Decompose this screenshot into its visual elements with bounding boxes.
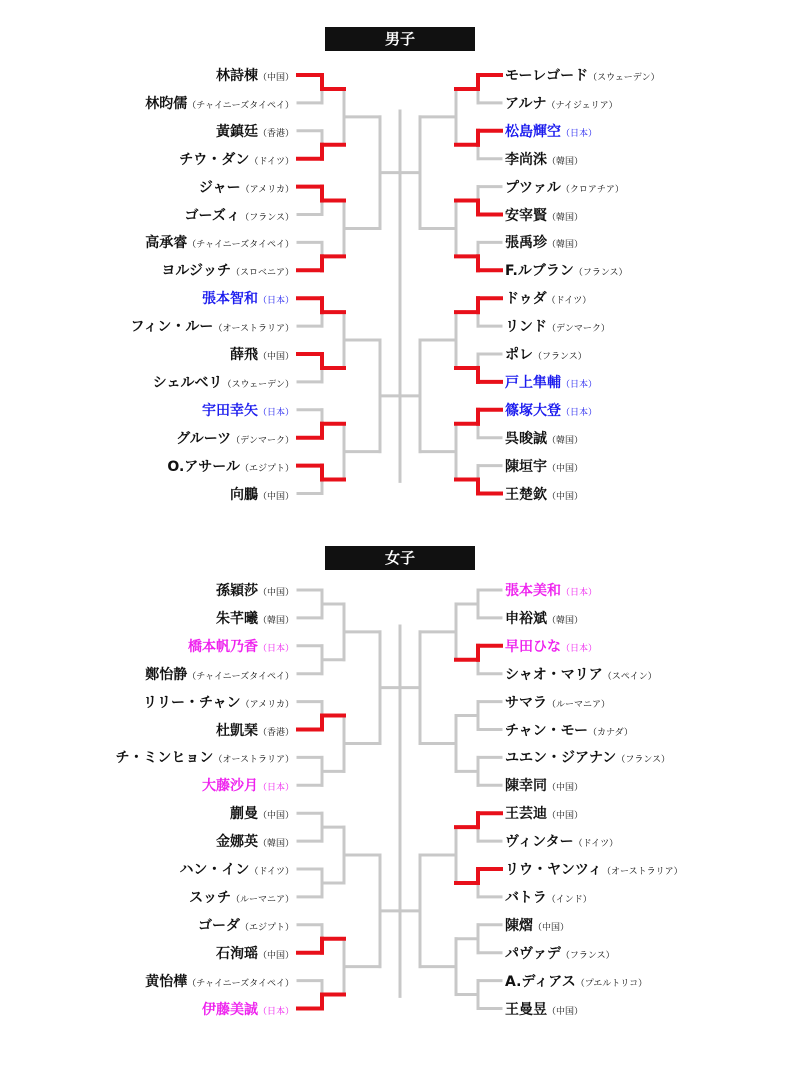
player-name: グルーツ (176, 430, 232, 447)
player-entry (505, 579, 597, 601)
player-entry (188, 635, 294, 657)
player-country: （ナイジェリア） (546, 100, 618, 111)
player-name: 陳垣宇 (505, 458, 547, 475)
player-entry (505, 802, 583, 824)
player-country: （日本） (257, 407, 294, 418)
player-country: （中国） (547, 491, 584, 502)
player-country: （韓国） (547, 156, 584, 167)
player-country: （アメリカ） (240, 184, 294, 195)
player-entry (145, 92, 294, 114)
player-country: （日本） (561, 128, 598, 139)
player-entry (216, 120, 294, 142)
player-name: ポレ (505, 347, 533, 363)
player-entry (216, 719, 294, 741)
player-name: ゴーズィ (184, 207, 241, 224)
player-name: シャオ・マリア (505, 666, 603, 683)
player-entry (167, 455, 294, 477)
player-country: （韓国） (257, 839, 294, 850)
player-entry (505, 371, 597, 393)
player-name: 薛飛 (229, 347, 258, 363)
player-name: チャン・モー (505, 722, 589, 739)
player-entry (143, 691, 294, 713)
player-country: （ルーマニア） (230, 894, 294, 905)
player-name: 松島輝空 (505, 123, 561, 140)
player-entry (505, 858, 683, 880)
player-name: 陳幸同 (505, 778, 547, 795)
player-name: リウ・ヤンツィ (505, 862, 603, 878)
player-name: 石洵瑶 (215, 945, 258, 962)
player-country: （スペイン） (602, 671, 657, 682)
player-country: （中国） (547, 1006, 584, 1017)
player-entry (199, 176, 294, 198)
player-entry (145, 231, 294, 253)
player-entry (202, 399, 294, 421)
player-entry (505, 343, 587, 365)
player-entry (505, 399, 597, 421)
player-country: （スウェーデン） (588, 73, 660, 83)
player-entry (189, 886, 294, 908)
player-country: （チャイニーズタイペイ） (187, 671, 294, 682)
player-country: （中国） (547, 463, 584, 474)
player-country: （日本） (257, 296, 294, 307)
player-name: 林昀儒 (145, 95, 188, 112)
player-entry (202, 774, 294, 796)
player-entry (505, 914, 569, 936)
player-country: （中国） (547, 811, 584, 822)
player-name: 張禹珍 (505, 235, 547, 252)
player-country: （韓国） (547, 435, 584, 446)
player-name: 朱芊曦 (215, 610, 258, 627)
player-country: （スウェーデン） (222, 379, 294, 390)
player-country: （中国） (533, 922, 570, 933)
player-name: プツァル (505, 179, 561, 196)
player-country: （プエルトリコ） (575, 978, 648, 989)
player-name: ゴーダ (197, 917, 240, 934)
player-entry (505, 886, 592, 908)
player-country: （中国） (257, 352, 294, 362)
player-entry (505, 231, 583, 253)
player-country: （スロベニア） (230, 268, 294, 279)
player-name: 王楚欽 (505, 486, 547, 503)
player-entry (230, 483, 294, 505)
player-entry (505, 998, 583, 1020)
player-name: 大藤沙月 (201, 778, 258, 795)
player-entry (505, 176, 624, 198)
player-name: ドゥダ (505, 291, 547, 308)
player-entry (179, 858, 294, 880)
player-entry (216, 64, 294, 86)
player-name: O.アサール (167, 458, 240, 475)
player-entry (505, 774, 583, 796)
player-name: F.ルブラン (505, 263, 574, 280)
player-entry (505, 691, 610, 713)
player-name: 陳熠 (505, 917, 533, 934)
player-entry (505, 455, 583, 477)
player-name: バトラ (505, 889, 547, 906)
player-country: （中国） (257, 811, 294, 822)
player-entry (202, 287, 294, 309)
player-country: （ドイツ） (546, 296, 592, 307)
player-entry (161, 259, 294, 281)
player-name: ハン・イン (179, 862, 250, 878)
player-country: （香港） (257, 128, 294, 139)
player-entry (216, 942, 294, 964)
player-name: 高承睿 (145, 235, 188, 252)
player-name: 早田ひな (505, 638, 561, 655)
player-name: 申裕斌 (505, 610, 547, 627)
player-entry (505, 204, 583, 226)
player-name: A.ディアス (505, 973, 576, 990)
player-entry (145, 663, 294, 685)
player-entry (505, 607, 583, 629)
player-entry (185, 204, 294, 226)
player-name: ジャー (198, 179, 241, 196)
player-name: 戸上隼輔 (505, 374, 561, 391)
player-name: 張本智和 (201, 291, 258, 308)
player-country: （フランス） (533, 352, 587, 362)
player-name: リリー・チャン (143, 694, 241, 711)
player-country: （韓国） (547, 212, 584, 223)
player-country: （エジプト） (239, 463, 294, 474)
player-country: （日本） (561, 643, 598, 654)
player-country: （韓国） (257, 615, 294, 626)
player-country: （フランス） (240, 212, 294, 223)
player-country: （中国） (547, 783, 584, 794)
player-country: （日本） (257, 643, 294, 654)
player-entry (131, 315, 294, 337)
player-entry (202, 998, 294, 1020)
player-entry (176, 427, 294, 449)
player-country: （チャイニーズタイペイ） (187, 100, 294, 111)
player-entry (198, 914, 294, 936)
player-country: （オーストラリア） (213, 324, 294, 335)
player-name: 林詩棟 (215, 68, 258, 84)
player-country: （オーストラリア） (602, 867, 683, 877)
player-country: （チャイニーズタイペイ） (187, 978, 294, 989)
player-entry (505, 970, 647, 992)
player-entry (505, 427, 583, 449)
player-entry (505, 148, 583, 170)
player-entry (505, 259, 628, 281)
player-name: 王曼昱 (505, 1001, 547, 1018)
player-entry (505, 663, 657, 685)
player-country: （中国） (257, 950, 294, 961)
player-country: （中国） (257, 588, 294, 598)
player-country: （日本） (257, 783, 294, 794)
player-entry (505, 746, 670, 768)
player-entry (505, 830, 618, 852)
player-entry (230, 343, 294, 365)
player-country: （韓国） (547, 240, 584, 251)
player-name: スッチ (189, 889, 231, 906)
player-entry (216, 607, 294, 629)
player-country: （フランス） (560, 950, 615, 961)
player-country: （チャイニーズタイペイ） (187, 240, 294, 251)
player-name: 向鵬 (229, 486, 258, 503)
player-entry (179, 148, 294, 170)
player-entry (505, 64, 660, 86)
player-name: ヨルジッチ (161, 263, 231, 280)
player-country: （中国） (257, 491, 294, 502)
player-name: サマラ (505, 694, 547, 711)
player-country: （エジプト） (239, 922, 294, 933)
player-country: （香港） (257, 727, 294, 738)
player-name: 王芸迪 (505, 806, 547, 823)
section-title-women: 女子 (325, 546, 475, 570)
player-country: （ルーマニア） (547, 699, 611, 710)
player-entry (115, 746, 294, 768)
player-entry (153, 371, 294, 393)
player-country: （クロアチア） (560, 184, 624, 195)
player-name: フィン・ルー (130, 319, 214, 336)
player-country: （デンマーク） (231, 435, 294, 446)
player-country: （ドイツ） (249, 156, 294, 167)
player-name: 孫穎莎 (215, 583, 258, 599)
player-country: （日本） (561, 588, 598, 598)
player-country: （インド） (546, 894, 592, 905)
player-name: アルナ (505, 95, 547, 112)
player-name: 李尚洙 (505, 151, 547, 168)
player-name: チウ・ダン (179, 151, 250, 168)
player-entry (505, 92, 618, 114)
player-country: （日本） (561, 407, 598, 418)
player-name: 宇田幸矢 (201, 402, 258, 419)
player-entry (505, 315, 610, 337)
player-name: シェルベリ (152, 374, 223, 391)
player-entry (505, 287, 591, 309)
player-name: チ・ミンヒョン (115, 750, 214, 767)
player-entry (505, 120, 597, 142)
player-name: 黄怡樺 (145, 973, 188, 990)
player-name: 橋本帆乃香 (187, 638, 258, 655)
player-entry (505, 483, 583, 505)
player-name: 安宰賢 (505, 207, 547, 224)
player-name: 張本美和 (505, 583, 561, 599)
player-country: （日本） (561, 379, 598, 390)
player-country: （韓国） (547, 615, 584, 626)
player-name: リンド (505, 319, 547, 336)
player-name: 鄭怡静 (145, 666, 188, 683)
player-name: 金娜英 (215, 834, 258, 851)
player-name: 蒯曼 (229, 806, 258, 823)
player-name: モーレゴード (505, 68, 589, 84)
player-entry (505, 635, 597, 657)
player-entry (505, 942, 615, 964)
player-name: 呉晙誠 (505, 430, 547, 447)
player-entry (216, 579, 294, 601)
player-country: （フランス） (573, 268, 628, 279)
player-name: 伊藤美誠 (201, 1001, 258, 1018)
player-country: （ドイツ） (573, 839, 619, 850)
player-name: 篠塚大登 (505, 402, 561, 419)
player-entry (216, 830, 294, 852)
player-country: （フランス） (616, 755, 671, 766)
player-name: 黃鎮廷 (215, 123, 258, 140)
player-country: （デンマーク） (547, 324, 610, 335)
section-title-men: 男子 (325, 27, 475, 51)
player-name: ヴィンター (505, 834, 574, 851)
player-country: （オーストラリア） (213, 755, 294, 766)
player-entry (145, 970, 294, 992)
player-name: パヴァデ (505, 945, 561, 962)
player-entry (505, 719, 633, 741)
player-country: （中国） (257, 73, 294, 83)
player-name: ユエン・ジアナン (505, 750, 617, 767)
player-entry (230, 802, 294, 824)
player-country: （ドイツ） (249, 867, 294, 877)
player-country: （日本） (257, 1006, 294, 1017)
player-country: （アメリカ） (240, 699, 294, 710)
player-country: （カナダ） (588, 727, 633, 738)
player-name: 杜凱琹 (215, 722, 258, 739)
